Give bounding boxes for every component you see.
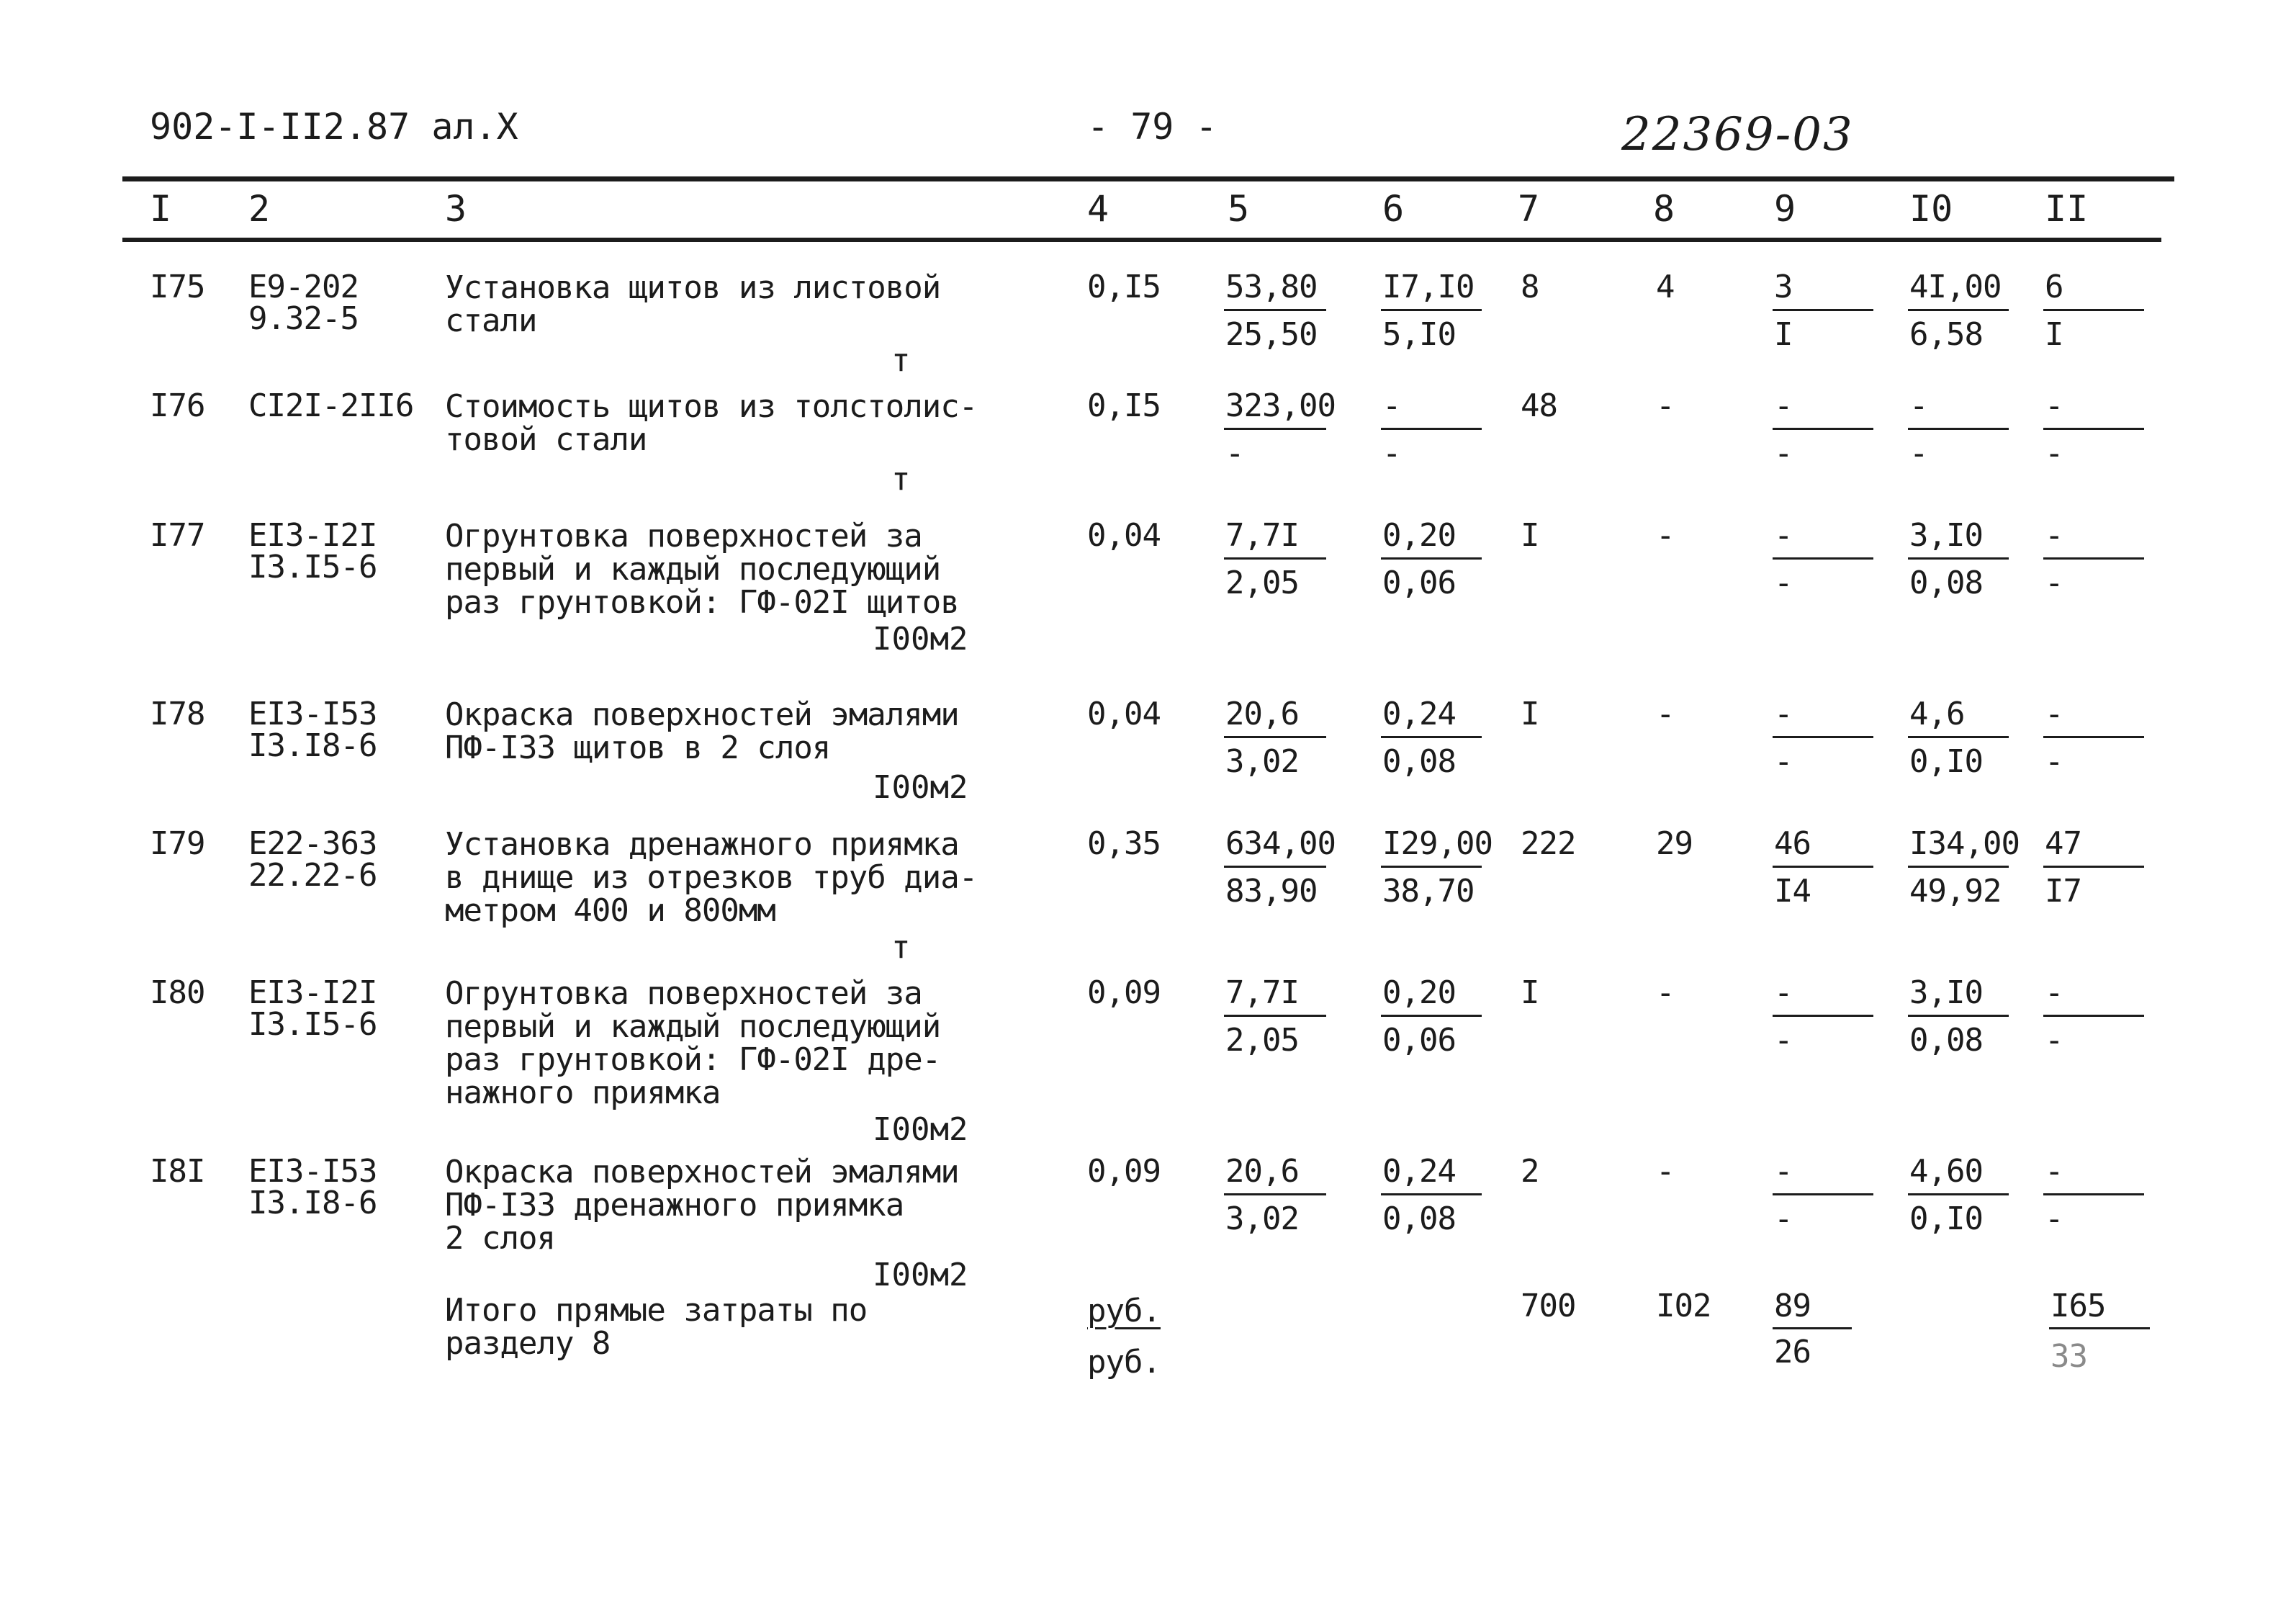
col-6-top: I29,00 [1382, 825, 1493, 862]
col-9-top: 46 [1774, 825, 1811, 862]
col-10-bottom: 0,I0 [1909, 1200, 1983, 1237]
row-number: I75 [150, 269, 205, 305]
col-5-top: 7,7I [1225, 974, 1299, 1011]
col-8-value: - [1656, 974, 1675, 1011]
col-11-top: - [2045, 974, 2063, 1011]
fraction-bar [1381, 428, 1482, 430]
column-header-7: 7 [1518, 188, 1540, 230]
fraction-bar [1224, 309, 1326, 311]
norm-code: EI3-I53 [248, 1153, 377, 1190]
fraction-bar [1224, 428, 1326, 430]
row-number: I76 [150, 387, 205, 424]
column-header-10: I0 [1909, 188, 1953, 230]
unit-of-measure: т [891, 929, 911, 966]
column-header-3: 3 [445, 188, 467, 230]
fraction-bar [1773, 428, 1873, 430]
fraction-bar [2043, 557, 2144, 560]
row-number: I78 [150, 696, 205, 732]
unit-of-measure: т [891, 461, 911, 498]
unit-of-measure: I00м2 [873, 1111, 968, 1148]
col-10-top: 3,I0 [1909, 517, 1983, 554]
fraction-bar [1381, 736, 1482, 738]
fraction-bar [1773, 736, 1873, 738]
row-number: I77 [150, 517, 205, 554]
col-10-bottom: 0,I0 [1909, 743, 1983, 780]
col-5-top: 20,6 [1225, 696, 1299, 732]
col-7-value: 222 [1521, 825, 1576, 862]
work-description: Огрунтовка поверхностей за первый и каждый последующий раз грунтовкой: ГФ-02I дре- нажного приямка [445, 975, 941, 1111]
fraction-bar [1224, 557, 1326, 560]
col-11-bottom: - [2045, 565, 2063, 601]
col-11-top: - [2045, 1153, 2063, 1190]
total-col9-top: 89 [1774, 1288, 1811, 1324]
col-5-bottom: 83,90 [1225, 873, 1318, 910]
fraction-bar [2043, 866, 2144, 868]
col-9-top: - [1774, 1153, 1793, 1190]
header-top-rule [122, 176, 2174, 181]
total-unit-bottom: руб. [1087, 1344, 1161, 1381]
fraction-bar [1908, 1193, 2009, 1195]
col-11-bottom: I [2045, 316, 2063, 353]
fraction-bar [1381, 866, 1482, 868]
col-9-bottom: - [1774, 743, 1793, 780]
norm-code: E22-363 [248, 825, 377, 862]
total-col11-bar [2049, 1327, 2150, 1329]
col-5-bottom: - [1225, 435, 1244, 472]
stamp-number: 22369-03 [1621, 108, 1854, 161]
work-description: Стоимость щитов из толстолис- товой стали [445, 388, 978, 458]
norm-code: E9-202 [248, 269, 359, 305]
col-5-top: 53,80 [1225, 269, 1318, 305]
col-6-bottom: 0,08 [1382, 743, 1456, 780]
col-9-bottom: I [1774, 316, 1793, 353]
col-8-value: 29 [1656, 825, 1693, 862]
fraction-bar [2043, 1015, 2144, 1017]
col-5-bottom: 3,02 [1225, 1200, 1299, 1237]
col-11-top: - [2045, 517, 2063, 554]
work-description: Огрунтовка поверхностей за первый и каждый последующий раз грунтовкой: ГФ-02I щитов [445, 518, 959, 621]
fraction-bar [1773, 1193, 1873, 1195]
work-description: Установка дренажного приямка в днище из отрезков труб диа- метром 400 и 800мм [445, 826, 978, 929]
column-header-8: 8 [1653, 188, 1675, 230]
col-5-bottom: 3,02 [1225, 743, 1299, 780]
col-10-top: 4,60 [1909, 1153, 1983, 1190]
fraction-bar [1224, 736, 1326, 738]
col-9-bottom: I4 [1774, 873, 1811, 910]
quantity: 0,09 [1087, 1153, 1161, 1190]
column-header-9: 9 [1774, 188, 1796, 230]
price-code: 22.22-6 [248, 857, 377, 894]
col-6-top: I7,I0 [1382, 269, 1475, 305]
fraction-bar [1773, 1015, 1873, 1017]
col-6-bottom: 0,08 [1382, 1200, 1456, 1237]
column-header-2: 2 [248, 188, 271, 230]
column-header-6: 6 [1382, 188, 1405, 230]
work-description: Окраска поверхностей эмалями ПФ-I33 щитов в 2 слоя [445, 696, 959, 766]
col-6-bottom: 38,70 [1382, 873, 1475, 910]
page-number: - 79 - [1087, 106, 1217, 148]
quantity: 0,04 [1087, 696, 1161, 732]
col-6-top: 0,24 [1382, 696, 1456, 732]
col-6-top: - [1382, 387, 1401, 424]
fraction-bar [1773, 866, 1873, 868]
col-8-value: - [1656, 1153, 1675, 1190]
col-9-bottom: - [1774, 1200, 1793, 1237]
total-col9-bottom: 26 [1774, 1334, 1811, 1370]
fraction-bar [1908, 428, 2009, 430]
column-header-1: I [150, 188, 172, 230]
col-8-value: - [1656, 517, 1675, 554]
col-10-top: 4,6 [1909, 696, 1965, 732]
col-10-bottom: - [1909, 435, 1928, 472]
fraction-bar [1908, 557, 2009, 560]
col-9-top: 3 [1774, 269, 1793, 305]
col-11-top: - [2045, 387, 2063, 424]
fraction-bar [1908, 866, 2009, 868]
fraction-bar [1773, 309, 1873, 311]
col-11-bottom: - [2045, 1200, 2063, 1237]
col-6-top: 0,20 [1382, 974, 1456, 1011]
col-7-value: 48 [1521, 387, 1557, 424]
fraction-bar [1908, 1015, 2009, 1017]
col-11-top: 47 [2045, 825, 2081, 862]
col-10-top: 4I,00 [1909, 269, 2002, 305]
fraction-bar [1908, 309, 2009, 311]
work-description: Окраска поверхностей эмалями ПФ-I33 дренажного приямка 2 слоя [445, 1154, 959, 1257]
fraction-bar [1773, 557, 1873, 560]
fraction-bar [1224, 1193, 1326, 1195]
col-10-bottom: 6,58 [1909, 316, 1983, 353]
col-10-top: 3,I0 [1909, 974, 1983, 1011]
fraction-bar [1381, 1015, 1482, 1017]
col-11-bottom: - [2045, 1022, 2063, 1059]
price-code: I3.I8-6 [248, 1185, 377, 1221]
col-10-top: - [1909, 387, 1928, 424]
col-6-bottom: 5,I0 [1382, 316, 1456, 353]
col-11-bottom: - [2045, 435, 2063, 472]
col-9-bottom: - [1774, 435, 1793, 472]
total-col11-bottom: 33 [2050, 1338, 2087, 1375]
col-5-bottom: 2,05 [1225, 565, 1299, 601]
col-6-bottom: 0,06 [1382, 565, 1456, 601]
unit-of-measure: I00м2 [873, 769, 968, 806]
quantity: 0,I5 [1087, 269, 1161, 305]
col-10-bottom: 0,08 [1909, 565, 1983, 601]
col-7-value: I [1521, 517, 1539, 554]
col-10-bottom: 49,92 [1909, 873, 2002, 910]
quantity: 0,04 [1087, 517, 1161, 554]
norm-code: EI3-I2I [248, 974, 377, 1011]
quantity: 0,I5 [1087, 387, 1161, 424]
col-10-bottom: 0,08 [1909, 1022, 1983, 1059]
doc-code: 902-I-II2.87 ал.X [150, 106, 518, 148]
total-col11-top: I65 [2050, 1288, 2106, 1324]
row-number: I8I [150, 1153, 205, 1190]
col-5-bottom: 25,50 [1225, 316, 1318, 353]
fraction-bar [1224, 1015, 1326, 1017]
col-11-bottom: - [2045, 743, 2063, 780]
fraction-bar [1224, 866, 1326, 868]
col-7-value: 2 [1521, 1153, 1539, 1190]
fraction-bar [1381, 309, 1482, 311]
col-9-bottom: - [1774, 565, 1793, 601]
price-code: I3.I8-6 [248, 727, 377, 764]
total-col7: 700 [1521, 1288, 1576, 1324]
row-number: I79 [150, 825, 205, 862]
col-6-top: 0,24 [1382, 1153, 1456, 1190]
col-9-top: - [1774, 387, 1793, 424]
total-unit-top: руб. [1087, 1293, 1161, 1329]
unit-of-measure: I00м2 [873, 621, 968, 657]
quantity: 0,35 [1087, 825, 1161, 862]
total-col9-bar [1773, 1327, 1852, 1329]
price-code: 9.32-5 [248, 300, 359, 337]
work-description: Установка щитов из листовой стали [445, 269, 941, 339]
col-9-top: - [1774, 974, 1793, 1011]
col-7-value: I [1521, 974, 1539, 1011]
col-7-value: I [1521, 696, 1539, 732]
norm-code: EI3-I53 [248, 696, 377, 732]
fraction-bar [2043, 309, 2144, 311]
quantity: 0,09 [1087, 974, 1161, 1011]
col-5-top: 20,6 [1225, 1153, 1299, 1190]
col-8-value: - [1656, 696, 1675, 732]
total-col8: I02 [1656, 1288, 1711, 1324]
col-10-top: I34,00 [1909, 825, 2020, 862]
column-header-4: 4 [1087, 188, 1109, 230]
header-bottom-rule [122, 238, 2161, 242]
col-8-value: 4 [1656, 269, 1675, 305]
price-code: I3.I5-6 [248, 549, 377, 585]
col-6-bottom: - [1382, 435, 1401, 472]
fraction-bar [2043, 428, 2144, 430]
col-5-top: 323,00 [1225, 387, 1336, 424]
col-11-top: - [2045, 696, 2063, 732]
column-header-11: II [2045, 188, 2089, 230]
col-9-top: - [1774, 517, 1793, 554]
row-number: I80 [150, 974, 205, 1011]
col-5-top: 7,7I [1225, 517, 1299, 554]
price-code: I3.I5-6 [248, 1006, 377, 1043]
col-6-bottom: 0,06 [1382, 1022, 1456, 1059]
col-5-bottom: 2,05 [1225, 1022, 1299, 1059]
unit-of-measure: т [891, 342, 911, 379]
col-5-top: 634,00 [1225, 825, 1336, 862]
fraction-bar [1381, 1193, 1482, 1195]
norm-code: EI3-I2I [248, 517, 377, 554]
column-header-5: 5 [1228, 188, 1250, 230]
col-6-top: 0,20 [1382, 517, 1456, 554]
norm-code: CI2I-2II6 [248, 387, 414, 424]
total-label: Итого прямые затраты по разделу 8 [445, 1292, 868, 1362]
unit-of-measure: I00м2 [873, 1257, 968, 1293]
col-9-bottom: - [1774, 1022, 1793, 1059]
fraction-bar [2043, 736, 2144, 738]
col-8-value: - [1656, 387, 1675, 424]
col-11-bottom: I7 [2045, 873, 2081, 910]
fraction-bar [2043, 1193, 2144, 1195]
fraction-bar [1908, 736, 2009, 738]
col-9-top: - [1774, 696, 1793, 732]
col-11-top: 6 [2045, 269, 2063, 305]
col-7-value: 8 [1521, 269, 1539, 305]
fraction-bar [1381, 557, 1482, 560]
